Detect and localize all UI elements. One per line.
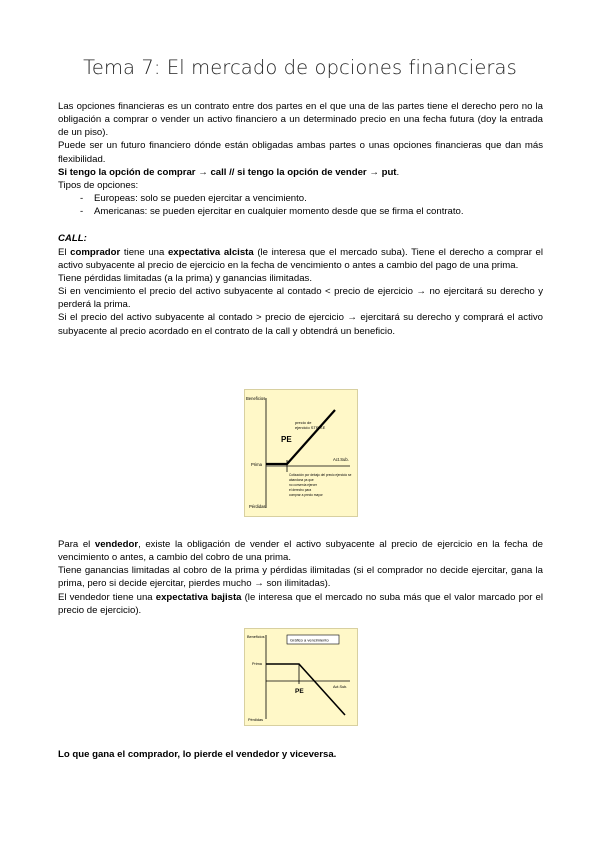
pe-label: PE <box>295 688 304 695</box>
call-put-definition-bold: Si tengo la opción de comprar → call // si tengo la opción de vender → put <box>58 166 397 178</box>
seller-paragraph-3 <box>58 591 543 617</box>
payoff-line <box>266 664 348 715</box>
note-line: Cotización por debajo del precio ejercicio se <box>289 473 352 477</box>
x-axis-label: Act.Sub. <box>333 685 348 689</box>
buyer-term: comprador <box>70 246 121 258</box>
note-line: no convenía ejercer <box>289 483 317 487</box>
page-title: Tema 7: El mercado de opciones financieras <box>83 56 517 79</box>
text-run: , existe la obligación de vender el activo subyacente al precio de ejercicio en la fecha de vencimiento o antes, a cambio del cobro de una prima. <box>58 539 543 564</box>
main-content <box>58 100 543 338</box>
call-paragraph-3: Si en vencimiento el precio del activo subyacente al contado < precio de ejercicio → no ejercitará su derecho y perderá la prima. <box>58 286 543 311</box>
note-line: comprar a precio mayor <box>289 493 323 497</box>
call-put-definition-end: . <box>396 166 400 178</box>
text-run: (le interesa que el mercado suba). Tiene el derecho a comprar el activo subyacente al precio de ejercicio en la fecha de vencimiento o antes a cambio del pago de una prima. <box>58 246 543 271</box>
pe-label: PE <box>281 435 292 444</box>
bullish-term: expectativa alcista <box>167 246 254 258</box>
call-buyer-payoff-chart <box>244 389 358 517</box>
note-line: el derecho para <box>289 488 312 492</box>
seller-term: vendedor <box>94 539 139 550</box>
call-paragraph-4: Si el precio del activo subyacente al contado > precio de ejercicio → ejercitará su derecho y comprará el activo subyacente al precio acordado en el contrato de la call y obtendrá un beneficio. <box>58 312 543 337</box>
call-paragraph-1 <box>58 246 543 272</box>
call-put-definition <box>58 166 543 179</box>
option-types-list <box>58 192 543 218</box>
call-heading: CALL: <box>58 233 87 245</box>
y-axis-top-label: Beneficios <box>246 396 266 401</box>
intro-paragraph-2: Puede ser un futuro financiero dónde están obligadas ambas partes o unas opciones financieras que dan más flexibilidad. <box>58 140 543 165</box>
y-axis-bottom-label: Pérdidas <box>249 504 266 509</box>
list-item: - Americanas: se pueden ejercitar en cualquier momento desde que se firma el contrato. <box>58 205 543 218</box>
types-label: Tipos de opciones: <box>58 179 139 191</box>
prima-label: Prima <box>251 462 262 467</box>
intro-paragraph-1: Las opciones financieras es un contrato entre dos partes en el que una de las partes tiene el derecho pero no la obligación a comprar o vender un activo financiero a un determinado precio en una fecha futura (doy la entrada de un piso). <box>58 101 543 139</box>
prima-label: Prima <box>252 662 262 666</box>
y-axis-top-label: Beneficios <box>247 635 265 639</box>
text-run: tiene una <box>120 246 168 258</box>
seller-paragraph-1 <box>58 538 543 564</box>
strike-label-1: precio de <box>295 420 312 425</box>
call-paragraph-2: Tiene pérdidas limitadas (a la prima) y ganancias ilimitadas. <box>58 272 312 284</box>
text-run: El vendedor tiene una <box>58 591 156 603</box>
x-axis-label: Act.Sub. <box>333 457 349 462</box>
note-line: abandona ya que <box>289 478 314 482</box>
chart-title: Gráfico a vencimiento <box>290 637 329 643</box>
seller-paragraph-2: Tiene ganancias limitadas al cobro de la prima y pérdidas ilimitadas (si el comprador no decide ejercitar, gana la prima, pero si decide ejercitar, pierdes mucho → son ilimitadas). <box>58 565 543 590</box>
bearish-term: expectativa bajista <box>155 591 242 603</box>
text-run: (le interesa que el mercado no suba más que el valor marcado por el precio de ejercicio). <box>58 591 544 616</box>
text-run: El <box>58 246 71 258</box>
y-axis-bottom-label: Pérdidas <box>248 718 263 722</box>
strike-label-2: ejercicio STRIKE <box>295 425 326 430</box>
list-item: - Europeas: solo se pueden ejercitar a vencimiento. <box>58 192 543 205</box>
call-seller-payoff-chart <box>244 628 358 726</box>
text-run: Para el <box>58 539 95 550</box>
payoff-line <box>266 410 335 464</box>
closing-statement: Lo que gana el comprador, lo pierde el vendedor y viceversa. <box>58 749 337 760</box>
seller-section <box>58 538 543 617</box>
